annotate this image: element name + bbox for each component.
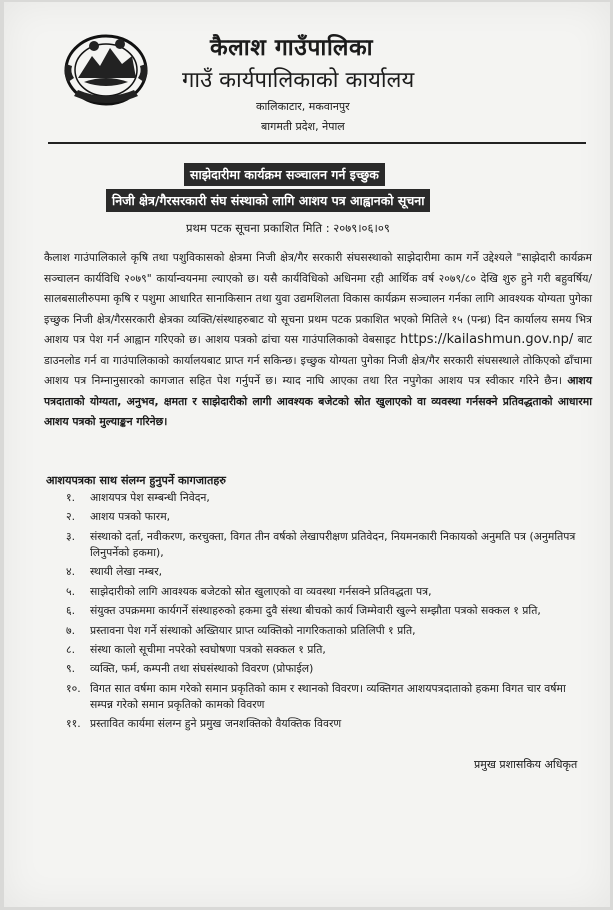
- item-text: स्थायी लेखा नम्बर,: [90, 565, 163, 579]
- body-paragraph-main: कैलाश गाउंपालिकाले कृषि तथा पशुविकासको क्षेत्रमा निजी क्षेत्र/गैर सरकारी संघसस्थाको साझेदारीमा काम गर्ने उद्देश्यले "साझेदारी कार्यक्रम सञ्चालन कार्यविधि २०७९" कार्यान्वयनमा ल्याएको छ। यसै कार्यविधिको अधिनमा रही आर्थिक वर्ष २०७९/८० देखि शुरु हुने गरी बहुवर्षिय/सालबसालीरुपमा कृषि र पशुमा आधारित सानाकिसान तथा युवा उद्यमशिलता विकास कार्यक्रम सञ्चालन गर्नका लागि आवश्यक योग्यता पुगेका इच्छुक निजी क्षेत्र/गैरसरकारी क्षेत्रका व्यक्ति/संस्थाहरुबाट यो सूचना प्रथम पटक प्रकाशित भएको मितिले १५ (पन्ध्र) दिन कार्यालय समय भित्र आशय पत्र पेश गर्न आह्वान गरिएको छ। आशय पत्रको ढांचा यस गाउंपालिकाको वेबसाइट: [44, 251, 592, 346]
- item-text: विगत सात वर्षमा काम गरेको समान प्रकृतिको काम र स्थानको विवरण। व्यक्तिगत आशयपत्रदाताको हकमा विगत चार वर्षमा सम्पन्न गरेको समान प्रकृतिको कामको विवरण: [90, 681, 566, 711]
- item-number: ३.: [66, 529, 76, 543]
- list-item: [44, 490, 584, 506]
- item-number: ८.: [66, 642, 76, 656]
- item-text: व्यक्ति, फर्म, कम्पनी तथा संघसंस्थाको विवरण (प्रोफाईल): [90, 662, 314, 676]
- list-item: [44, 661, 584, 677]
- item-number: ४.: [66, 565, 76, 579]
- item-text: साझेदारीको लागि आवश्यक बजेटको स्रोत खुलाएको वा व्यवस्था गर्नसक्ने प्रतिवद्धता पत्र,: [90, 584, 432, 598]
- header-divider: [48, 142, 586, 144]
- office-name: गाउँ कार्यपालिकाको कार्यालय: [182, 68, 415, 93]
- item-number: १.: [66, 491, 76, 504]
- documents-list: [44, 490, 584, 736]
- address-line-1: कालिकाटार, मकवानपुर: [256, 100, 350, 113]
- notice-title-line-1: साझेदारीमा कार्यक्रम सञ्चालन गर्न इच्छुक: [184, 163, 385, 186]
- list-item: [44, 642, 584, 658]
- published-date-line: [186, 221, 390, 236]
- item-number: १०.: [66, 681, 81, 695]
- item-number: ९.: [66, 662, 76, 676]
- documents-heading: आशयपत्रका साथ संलग्न हुनुपर्ने कागजातहरु: [46, 474, 226, 487]
- item-text: प्रस्तावित कार्यमा संलग्न हुने प्रमुख जनशक्तिको वैयक्तिक विवरण: [90, 717, 342, 731]
- list-item: [44, 603, 584, 619]
- item-text: संस्था कालो सूचीमा नपरेको स्वघोषणा पत्रको सक्कल १ प्रति,: [90, 642, 326, 656]
- body-paragraph-after-url: बाट डाउनलोड गर्न वा गाउंपालिकाको कार्यालयबाट प्राप्त गर्न सकिन्छ। इच्छुक योग्यता पुगेका निजी क्षेत्र/गैर सरकारी संघसस्थाले तोकिएको ढाँचामा आशय पत्र निम्नानुसारको कागजात सहित पेश गर्नुपर्ने छ। म्याद नाघि आएका तथा रित नपुगेका आशय पत्र स्वीकार गरिने छैन।: [44, 333, 592, 387]
- list-item: [44, 584, 584, 600]
- notice-title-line-2: निजी क्षेत्र/गैरसरकारी संघ संस्थाको लागि आशय पत्र आह्वानको सूचना: [106, 189, 430, 212]
- item-number: ७.: [66, 623, 76, 637]
- item-number: ११.: [66, 717, 81, 731]
- notice-body: [44, 248, 592, 433]
- item-number: ६.: [66, 604, 76, 618]
- municipality-name: कैलाश गाउँपालिका: [210, 35, 374, 61]
- item-text: संयुक्त उपक्रममा कार्यगर्ने संस्थाहरुको हकमा दुवै संस्था बीचको कार्य जिम्मेवारी खुल्ने सम्झौता पत्रको सक्कल १ प्रति,: [90, 604, 541, 618]
- list-item: [44, 681, 584, 713]
- list-item: [44, 716, 584, 732]
- list-item: [44, 509, 584, 525]
- notice-page: [4, 2, 610, 907]
- list-item: [44, 564, 584, 580]
- item-text: आशयपत्र पेश सम्बन्धी निवेदन,: [90, 491, 210, 504]
- nepal-emblem-icon: [60, 26, 152, 108]
- published-label: प्रथम पटक सूचना प्रकाशित मिति :: [186, 221, 330, 235]
- address-line-2: बागमती प्रदेश, नेपाल: [261, 120, 345, 133]
- item-text: प्रस्तावना पेश गर्ने संस्थाको अख्तियार प्राप्त व्यक्तिको नागरिकताको प्रतिलिपी १ प्रति,: [90, 623, 416, 637]
- body-paragraph-bold: आशय पत्रदाताको योग्यता, अनुभव, क्षमता र साझेदारीको लागी आवश्यक बजेटको स्रोत खुलाएको वा व्यवस्था गर्नसक्ने प्रतिवद्धताको आधारमा आशय पत्रको मुल्याङ्कन गरिनेछ।: [44, 374, 593, 428]
- list-item: [44, 529, 584, 561]
- signatory-title: प्रमुख प्रशासकिय अधिकृत: [474, 758, 578, 771]
- list-item: [44, 623, 584, 639]
- item-text: आशय पत्रको फारम,: [90, 510, 171, 524]
- item-number: ५.: [66, 584, 76, 598]
- item-number: २.: [66, 510, 76, 524]
- item-text: संस्थाको दर्ता, नवीकरण, करचुक्ता, विगत तीन वर्षको लेखापरीक्षण प्रतिवेदन, नियमनकारी निकायको अनुमति पत्र (अनुमतिपत्र लिनुपर्नेको हकमा),: [90, 529, 576, 559]
- published-date: २०७९।०६।०९: [333, 221, 390, 235]
- website-url: https://kailashmun.gov.np/: [400, 332, 574, 347]
